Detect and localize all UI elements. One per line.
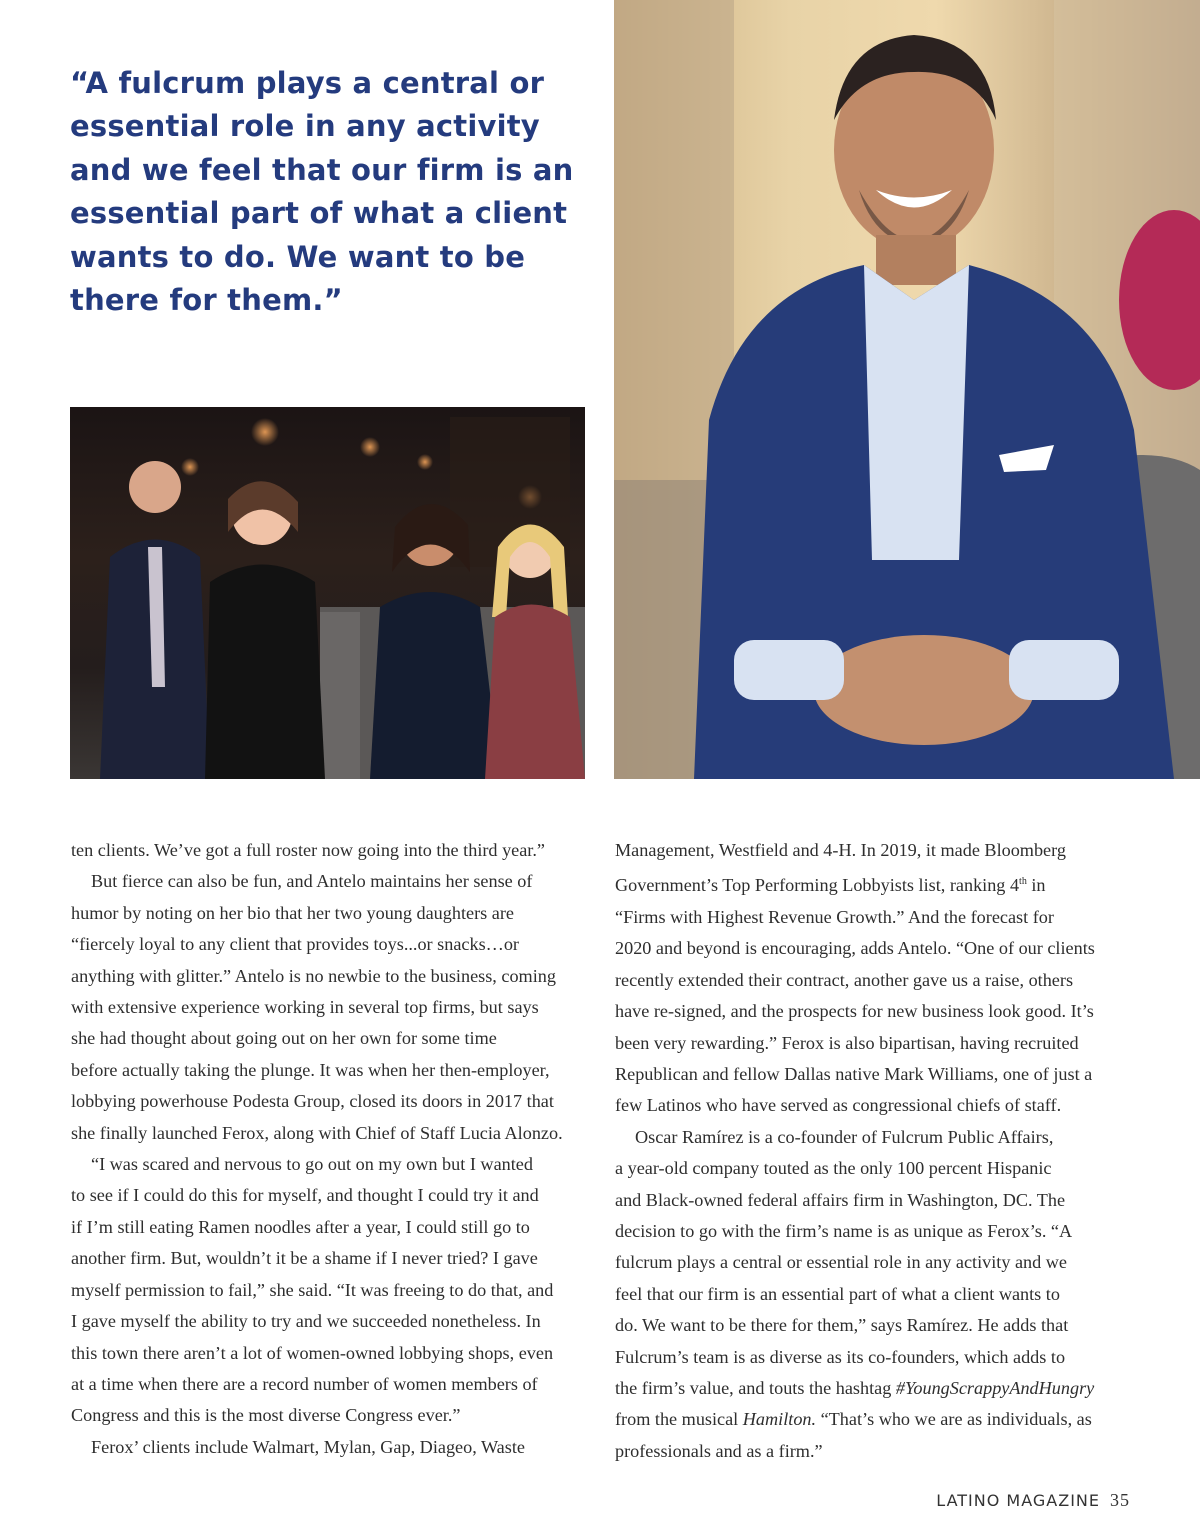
pull-quote [70,62,574,322]
text-line: recently extended their contract, another gave us a raise, others [615,969,1074,990]
text-line: and Black-owned federal affairs firm in Washington, DC. The [615,1189,1066,1210]
text-line: with extensive experience working in several top firms, but says [71,997,539,1018]
text-line: anything with glitter.” Antelo is no newbie to the business, coming [71,965,556,986]
text-line: this town there aren’t a lot of women-owned lobbying shops, even [71,1342,554,1363]
ordinal-superscript: th [1019,876,1027,888]
text-line: fulcrum plays a central or essential role in any activity and we [615,1252,1067,1273]
portrait-photo-illustration [614,0,1200,779]
article-column-right [615,835,1133,1467]
group-photo [70,407,585,779]
text-line: been very rewarding.” Ferox is also bipartisan, having recruited [615,1032,1079,1053]
text-line [615,1404,1133,1435]
text-line: “Firms with Highest Revenue Growth.” And the forecast for [615,906,1054,927]
page-number: 35 [1110,1490,1130,1510]
text-line: Management, Westfield and 4-H. In 2019, it made Bloomberg [615,840,1066,860]
text-line: Oscar Ramírez is a co-founder of Fulcrum Public Affairs, [635,1126,1054,1147]
text-line: to see if I could do this for myself, and thought I could try it and [71,1185,539,1206]
text-line: But fierce can also be fun, and Antelo maintains her sense of [91,871,533,892]
text-line: myself permission to fail,” she said. “It was freeing to do that, and [71,1279,554,1300]
text-line: I gave myself the ability to try and we succeeded nonetheless. In [71,1311,541,1332]
text-line: 2020 and beyond is encouraging, adds Antelo. “One of our clients [615,938,1095,959]
hashtag: #YoungScrappyAndHungry [895,1377,1095,1398]
magazine-name: LATINO MAGAZINE [936,1491,1100,1510]
text-line: few Latinos who have served as congressional chiefs of staff. [615,1095,1062,1116]
text-segment: from the musical [615,1409,743,1430]
text-line: she finally launched Ferox, along with Chief of Staff Lucia Alonzo. [71,1122,563,1143]
text-segment: in [1026,875,1046,896]
paragraph [71,1149,589,1432]
text-line: Fulcrum’s team is as diverse as its co-founders, which adds to [615,1346,1066,1367]
pull-quote-line: there for them.” [70,283,343,318]
text-line [615,1373,1133,1404]
text-segment: “That’s who we are as individuals, as [816,1409,1092,1430]
text-line: “I was scared and nervous to go out on my own but I wanted [91,1154,533,1175]
pull-quote-line: “A fulcrum plays a central or [70,66,545,100]
article-column-left [71,835,589,1463]
text-line: “fiercely loyal to any client that provides toys...or snacks…or [71,934,519,955]
text-line: have re-signed, and the prospects for new business look good. It’s [615,1001,1094,1022]
text-line: before actually taking the plunge. It was when her then-employer, [71,1059,550,1080]
group-photo-illustration [70,407,585,779]
paragraph [71,1432,589,1463]
portrait-photo [614,0,1200,779]
pull-quote-line: essential part of what a client [70,196,568,231]
text-line: professionals and as a firm.” [615,1440,823,1461]
text-line: do. We want to be there for them,” says Ramírez. He adds that [615,1315,1069,1336]
text-segment: Government’s Top Performing Lobbyists list, ranking 4 [615,875,1020,896]
text-line: Congress and this is the most diverse Congress ever.” [71,1405,461,1426]
page-footer [936,1490,1130,1511]
text-line: she had thought about going out on her own for some time [71,1028,497,1049]
text-line: ten clients. We’ve got a full roster now going into the third year.” [71,840,545,860]
text-line: humor by noting on her bio that her two young daughters are [71,902,514,923]
text-line: feel that our firm is an essential part of what a client wants to [615,1283,1060,1304]
pull-quote-line: essential role in any activity [70,109,540,144]
text-line: lobbying powerhouse Podesta Group, closed its doors in 2017 that [71,1091,554,1112]
paragraph [71,835,589,866]
text-line: decision to go with the firm’s name is as unique as Ferox’s. “A [615,1220,1073,1241]
text-line: Republican and fellow Dallas native Mark Williams, one of just a [615,1063,1093,1084]
pull-quote-line: and we feel that our firm is an [70,152,574,187]
text-line: Ferox’ clients include Walmart, Mylan, Gap, Diageo, Waste [91,1436,525,1457]
paragraph [615,1122,1133,1467]
paragraph [615,835,1133,1122]
pull-quote-line: wants to do. We want to be [70,239,526,274]
text-line: at a time when there are a record number of women members of [71,1373,538,1394]
text-segment: the firm’s value, and touts the hashtag [615,1377,896,1398]
musical-title: Hamilton. [742,1409,817,1430]
text-line: if I’m still eating Ramen noodles after a year, I could still go to [71,1216,530,1237]
text-line: a year-old company touted as the only 100 percent Hispanic [615,1158,1052,1179]
paragraph [71,866,589,1149]
text-line [615,866,1133,901]
text-line: another firm. But, wouldn’t it be a shame if I never tried? I gave [71,1248,538,1269]
